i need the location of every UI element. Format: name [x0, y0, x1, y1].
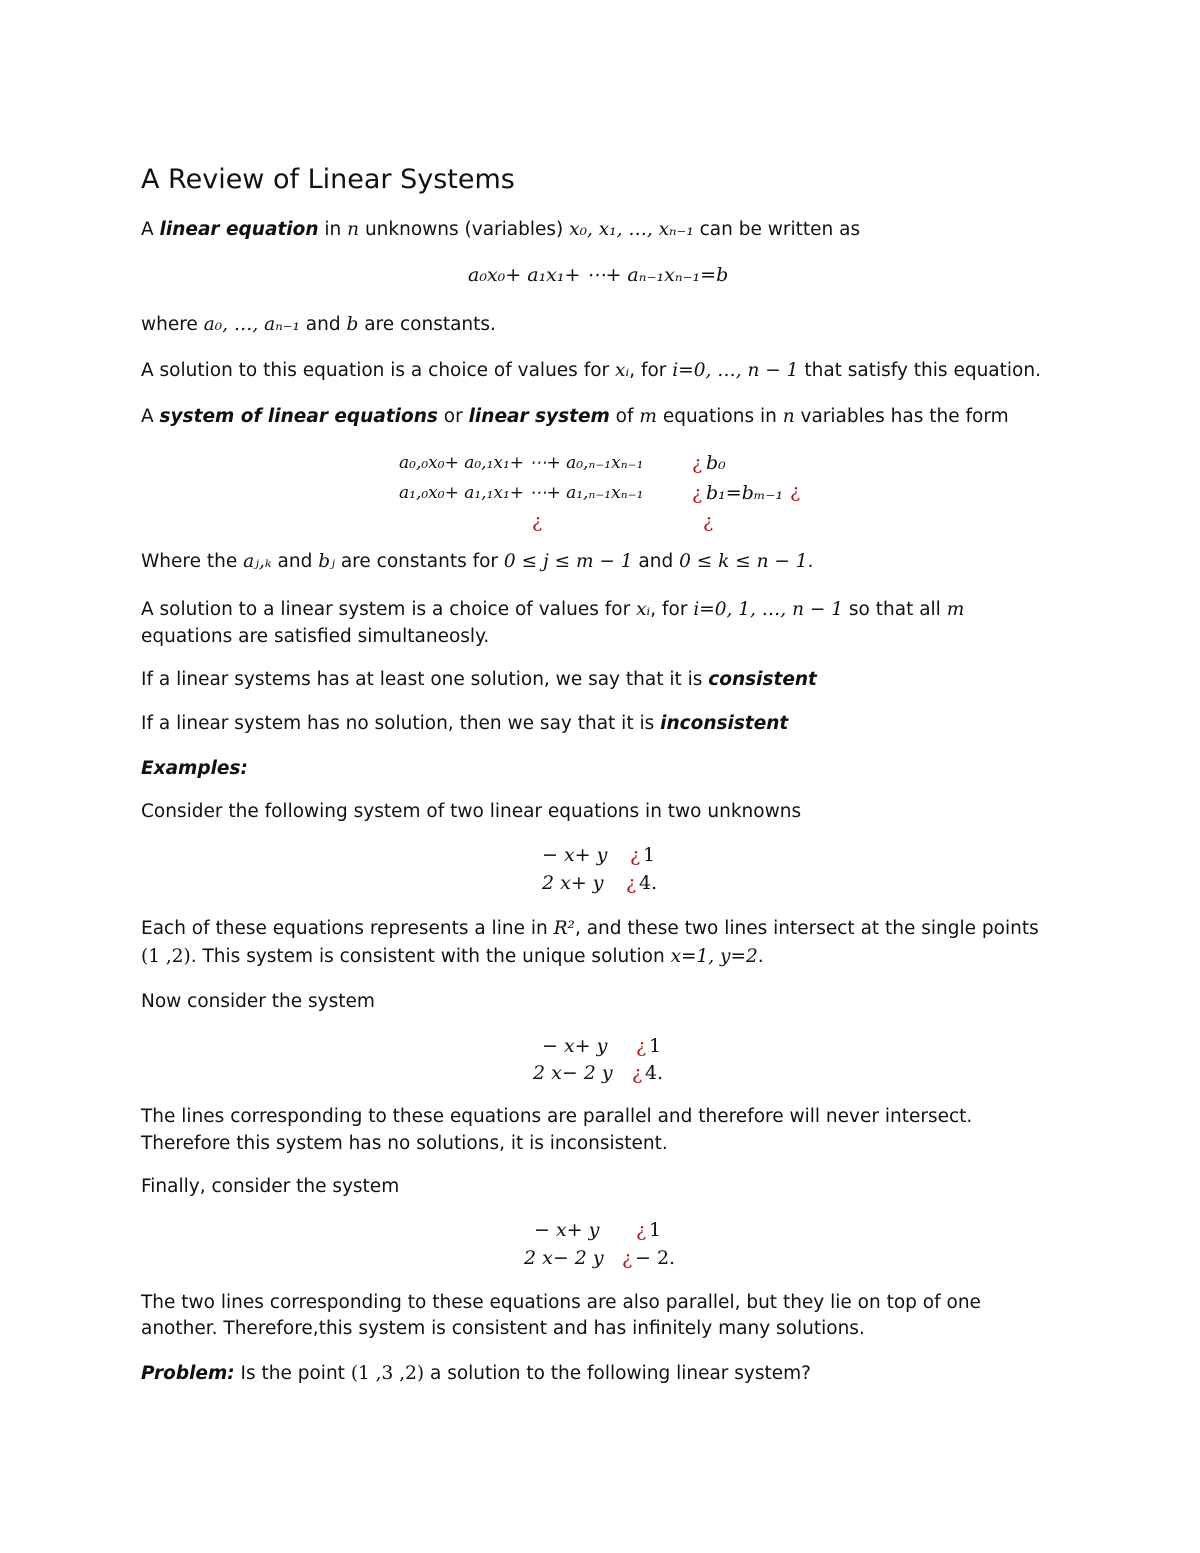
page-title: A Review of Linear Systems [141, 164, 515, 195]
math-solution: x=1, y=2 [670, 946, 758, 967]
math-n: n [782, 406, 795, 427]
math-b: b [346, 314, 359, 335]
math-range: i=0, …, n − 1 [672, 360, 799, 381]
paragraph-consistent [141, 667, 817, 693]
term-consistent: consistent [708, 669, 817, 690]
paragraph-finally: Finally, consider the system [141, 1176, 400, 1197]
render-glyph: ¿ [703, 510, 714, 532]
text: , for [650, 599, 694, 620]
system-row1-rhs: b₀ [706, 452, 726, 474]
text: Each of these equations represents a line in [141, 918, 554, 939]
math-n: n [347, 219, 360, 240]
text: can be written as [693, 219, 861, 240]
math-variables: x₀, x₁, …, xₙ₋₁ [569, 219, 694, 240]
ex2-row1-rhs: 1 [649, 1035, 662, 1057]
text: are constants for [334, 551, 504, 572]
term-linear-equation: linear equation [159, 219, 319, 240]
math-constants: a₀, …, aₙ₋₁ [203, 314, 300, 335]
paragraph-constants-range [141, 549, 813, 575]
render-glyph: ¿ [636, 1035, 647, 1057]
math-xi: xᵢ [636, 599, 651, 620]
paragraph-problem [141, 1361, 811, 1387]
paragraph-example-intro: Consider the following system of two linear equations in two unknowns [141, 801, 802, 822]
ex2-row2-rhs: 4. [645, 1062, 664, 1084]
math-range: i=0, 1, …, n − 1 [693, 599, 844, 620]
ex1-row1-rhs: 1 [643, 844, 656, 866]
paragraph-linear-equation [141, 217, 860, 243]
equation-linear: a₀x₀+ a₁x₁+ ⋯+ aₙ₋₁xₙ₋₁=b [468, 264, 729, 286]
term-inconsistent: inconsistent [660, 713, 789, 734]
render-glyph: ¿ [632, 1062, 643, 1084]
text: in [318, 219, 348, 240]
math-range-j: 0 ≤ j ≤ m − 1 [503, 551, 633, 572]
ex3-row2-rhs: − 2. [635, 1247, 676, 1269]
examples-heading: Examples: [141, 758, 248, 779]
text: . [757, 946, 764, 967]
ex3-row1-rhs: 1 [649, 1219, 662, 1241]
paragraph-system-solution [141, 597, 964, 623]
render-glyph: ¿ [692, 452, 703, 474]
render-glyph: ¿ [532, 510, 543, 532]
text: or [437, 406, 469, 427]
math-bj: bⱼ [318, 551, 335, 572]
text: where [141, 314, 204, 335]
ex3-row1-lhs: − x+ y [534, 1219, 600, 1241]
text: variables has the form [794, 406, 1009, 427]
render-glyph: ¿ [636, 1219, 647, 1241]
system-row2-lhs: a₁,₀x₀+ a₁,₁x₁+ ⋯+ a₁,ₙ₋₁xₙ₋₁ [399, 483, 644, 503]
text: and [299, 314, 347, 335]
render-glyph: ¿ [622, 1247, 633, 1269]
text: . This system is consistent with the unique solution [190, 946, 671, 967]
text: A solution to a linear system is a choice of values for [141, 599, 637, 620]
text: a solution to the following linear system? [424, 1363, 811, 1384]
render-glyph: ¿ [692, 482, 703, 504]
system-row2-rhs: b₁=bₘ₋₁ [706, 482, 784, 504]
term-linear-system: linear system [468, 406, 610, 427]
text: and [271, 551, 319, 572]
text: A [141, 406, 160, 427]
text: Is the point [234, 1363, 351, 1384]
math-point: (1 ,3 ,2) [350, 1363, 425, 1384]
paragraph-example1-explain [141, 916, 1039, 942]
math-xi: xᵢ [615, 360, 630, 381]
text: If a linear systems has at least one solution, we say that it is [141, 669, 709, 690]
math-ajk: aⱼ,ₖ [243, 551, 272, 572]
ex3-row2-lhs: 2 x− 2 y [524, 1247, 604, 1269]
render-glyph: ¿ [630, 844, 641, 866]
text: A [141, 219, 160, 240]
ex2-row1-lhs: − x+ y [542, 1035, 608, 1057]
paragraph-inconsistent [141, 711, 788, 737]
text: and [632, 551, 680, 572]
math-r2: R² [553, 918, 575, 939]
system-row1-lhs: a₀,₀x₀+ a₀,₁x₁+ ⋯+ a₀,ₙ₋₁xₙ₋₁ [399, 453, 644, 473]
ex1-row1-lhs: − x+ y [542, 844, 608, 866]
math-point: (1 ,2) [141, 946, 191, 967]
math-m: m [946, 599, 965, 620]
text: . [807, 551, 814, 572]
text: , for [629, 360, 673, 381]
math-m: m [639, 406, 657, 427]
problem-label: Problem: [141, 1363, 235, 1384]
paragraph-infinite-line2: another. Therefore,this system is consistent and has infinitely many solutions. [141, 1318, 865, 1339]
ex1-row2-rhs: 4. [639, 872, 658, 894]
paragraph-infinite-line1: The two lines corresponding to these equations are also parallel, but they lie on top of one [141, 1292, 981, 1313]
paragraph-solution-equation [141, 358, 1041, 384]
text: A solution to this equation is a choice of values for [141, 360, 616, 381]
paragraph-now-consider: Now consider the system [141, 991, 375, 1012]
text: If a linear system has no solution, then we say that it is [141, 713, 661, 734]
text: are constants. [358, 314, 496, 335]
text: of [609, 406, 640, 427]
term-system-of-linear-equations: system of linear equations [159, 406, 438, 427]
paragraph-constants [141, 312, 496, 338]
text: so that all [843, 599, 947, 620]
text: that satisfy this equation. [798, 360, 1041, 381]
paragraph-system-solution-line2: equations are satisfied simultaneosly. [141, 626, 490, 647]
math-range-k: 0 ≤ k ≤ n − 1 [679, 551, 808, 572]
text: , and these two lines intersect at the single points [574, 918, 1039, 939]
paragraph-parallel-line1: The lines corresponding to these equations are parallel and therefore will never intersect. [141, 1106, 973, 1127]
render-glyph: ¿ [626, 872, 637, 894]
text: Where the [141, 551, 244, 572]
paragraph-linear-system [141, 404, 1009, 430]
text: equations in [656, 406, 783, 427]
render-glyph: ¿ [790, 480, 801, 502]
text: unknowns (variables) [359, 219, 570, 240]
ex2-row2-lhs: 2 x− 2 y [533, 1062, 613, 1084]
ex1-row2-lhs: 2 x+ y [542, 872, 604, 894]
paragraph-parallel-line2: Therefore this system has no solutions, it is inconsistent. [141, 1133, 668, 1154]
paragraph-example1-explain-line2 [141, 944, 764, 970]
